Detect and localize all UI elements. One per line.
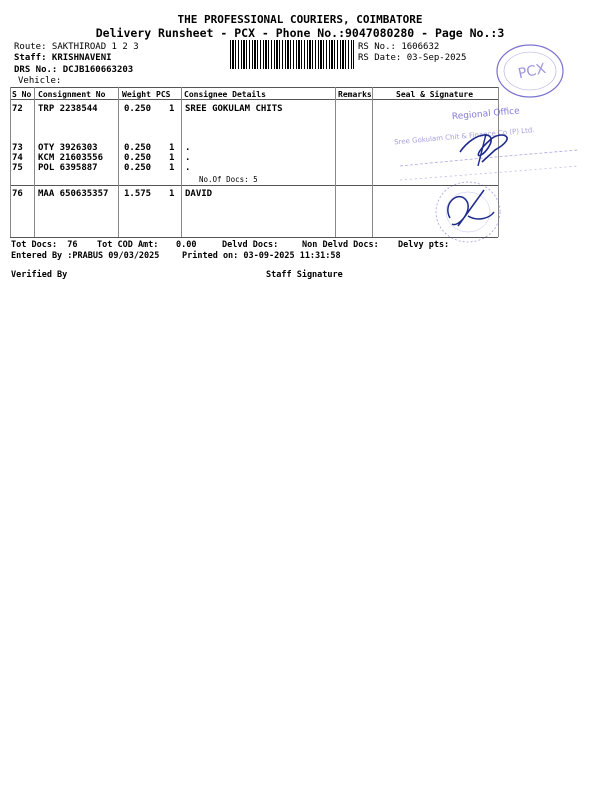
row-consignment: MAA 650635357 [38, 189, 109, 199]
total-docs: Tot Docs: 76 [11, 240, 78, 250]
row-weight: 0.250 [124, 153, 152, 163]
row-sno: 74 [12, 153, 23, 163]
round-stamp-icon [492, 40, 568, 102]
header-consignee: Consignee Details [184, 90, 266, 99]
barcode [230, 40, 354, 69]
total-cod-value: 0.00 [176, 240, 197, 250]
row-weight: 0.250 [124, 104, 152, 114]
row-consignment: OTY 3926303 [38, 143, 98, 153]
round-stamp-text: PCX [516, 60, 548, 83]
header-remarks: Remarks [338, 90, 372, 99]
drs-number: DRS No.: DCJB160663203 [14, 65, 134, 75]
seal-company-text: Sree Gokulam Chit & Finance Co (P) Ltd. [393, 126, 535, 147]
company-title: THE PROFESSIONAL COURIERS, COIMBATORE [177, 13, 423, 26]
staff-signature: Staff Signature [266, 270, 343, 280]
row-consignee: . [185, 143, 191, 153]
row-pcs: 1 [169, 163, 175, 173]
row-pcs: 1 [169, 104, 175, 114]
row-consignee: . [185, 163, 191, 173]
staff-label: Staff: KRISHNAVENI [14, 53, 112, 63]
seal-office-text: Regional Office [451, 106, 521, 123]
row-sno: 73 [12, 143, 23, 153]
verified-by: Verified By [11, 270, 68, 280]
no-of-docs: No.Of Docs: 5 [199, 175, 258, 184]
header-seal: Seal & Signature [396, 90, 474, 99]
entered-by: Entered By :PRABUS 09/03/2025 [11, 251, 160, 261]
row-consignee: . [185, 153, 191, 163]
non-delivered-docs: Non Delvd Docs: [302, 240, 379, 250]
row-sno: 75 [12, 163, 23, 173]
header-consignment: Consignment No [38, 90, 106, 99]
delivery-points: Delvy pts: [398, 240, 450, 250]
total-cod-label: Tot COD Amt: [97, 240, 159, 250]
row-consignment: POL 6395887 [38, 163, 98, 173]
header-pcs: PCS [156, 90, 171, 99]
header-sno: S No [12, 90, 32, 99]
route-label: Route: SAKTHIROAD 1 2 3 [14, 42, 139, 52]
row-pcs: 1 [169, 153, 175, 163]
row-consignment: TRP 2238544 [38, 104, 98, 114]
row-consignment: KCM 21603556 [38, 153, 104, 163]
row-weight: 0.250 [124, 163, 152, 173]
row-sno: 72 [12, 104, 23, 114]
printed-on: Printed on: 03-09-2025 11:31:58 [182, 251, 341, 261]
vehicle-label: Vehicle: [18, 76, 62, 86]
row-pcs: 1 [169, 143, 175, 153]
delivery-seal-icon [428, 176, 504, 250]
row-weight: 0.250 [124, 143, 152, 153]
row-consignee: DAVID [185, 189, 213, 199]
delivered-docs: Delvd Docs: [222, 240, 279, 250]
header-weight: Weight [122, 90, 151, 99]
runsheet-title: Delivery Runsheet - PCX - Phone No.:9047080280 - Page No.:3 [95, 26, 505, 40]
row-pcs: 1 [169, 189, 175, 199]
row-sno: 76 [12, 189, 23, 199]
row-weight: 1.575 [124, 189, 152, 199]
rs-date: RS Date: 03-Sep-2025 [358, 53, 467, 63]
rs-number: RS No.: 1606632 [358, 42, 440, 52]
row-consignee: SREE GOKULAM CHITS [185, 104, 283, 114]
